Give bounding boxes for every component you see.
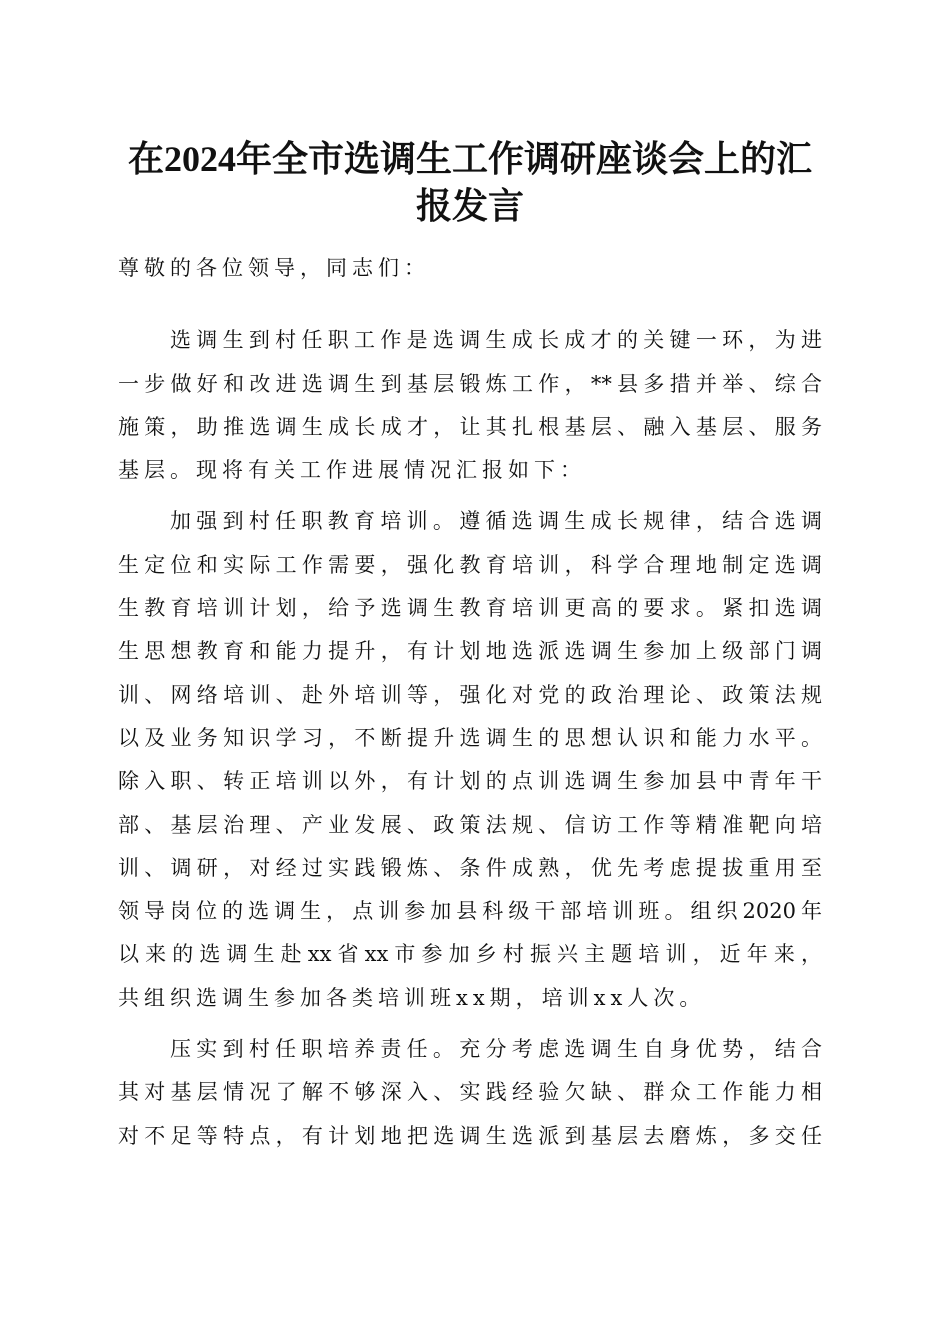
paragraph xyxy=(118,1033,822,1163)
document-body xyxy=(118,252,822,1171)
paragraph-line: 一步做好和改进选调生到基层锻炼工作，**县多措并举、综合 xyxy=(118,371,822,396)
title-line: 报发言 xyxy=(415,186,524,226)
paragraph-line: 除入职、转正培训以外，有计划的点训选调生参加县中青年干 xyxy=(118,769,822,794)
paragraph-line: 压实到村任职培养责任。充分考虑选调生自身优势，结合 xyxy=(170,1037,822,1062)
title-line: 在2024年全市选调生工作调研座谈会上的汇 xyxy=(127,139,812,179)
paragraph-line: 领导岗位的选调生，点训参加县科级干部培训班。组织2020年 xyxy=(118,899,822,924)
paragraph-line: 部、基层治理、产业发展、政策法规、信访工作等精准靶向培 xyxy=(118,812,822,837)
paragraph-line: 以来的选调生赴xx省xx市参加乡村振兴主题培训，近年来， xyxy=(118,942,822,967)
paragraph-line: 共组织选调生参加各类培训班xx期，培训xx人次。 xyxy=(118,985,706,1010)
paragraph-line: 生教育培训计划，给予选调生教育培训更高的要求。紧扣选调 xyxy=(118,596,822,621)
paragraph-line: 对不足等特点，有计划地把选调生选派到基层去磨炼，多交任 xyxy=(118,1123,822,1148)
paragraph-line: 生思想教育和能力提升，有计划地选派选调生参加上级部门调 xyxy=(118,639,822,664)
document-title xyxy=(100,136,840,230)
paragraph-line: 训、调研，对经过实践锻炼、条件成熟，优先考虑提拔重用至 xyxy=(118,855,822,880)
paragraph-line: 以及业务知识学习，不断提升选调生的思想认识和能力水平。 xyxy=(118,725,822,750)
paragraph-line: 训、网络培训、赴外培训等，强化对党的政治理论、政策法规 xyxy=(118,682,822,707)
paragraph-line: 加强到村任职教育培训。遵循选调生成长规律，结合选调 xyxy=(170,509,822,534)
salutation: 尊敬的各位领导，同志们： xyxy=(118,256,430,280)
paragraph-line: 基层。现将有关工作进展情况汇报如下： xyxy=(118,458,586,483)
paragraph-line: 生定位和实际工作需要，强化教育培训，科学合理地制定选调 xyxy=(118,552,822,577)
paragraph-line: 其对基层情况了解不够深入、实践经验欠缺、群众工作能力相 xyxy=(118,1080,822,1105)
paragraph-line: 选调生到村任职工作是选调生成长成才的关键一环，为进 xyxy=(170,328,822,353)
paragraph xyxy=(118,324,822,497)
paragraph-line: 施策，助推选调生成长成才，让其扎根基层、融入基层、服务 xyxy=(118,414,822,439)
paragraph xyxy=(118,505,822,1025)
